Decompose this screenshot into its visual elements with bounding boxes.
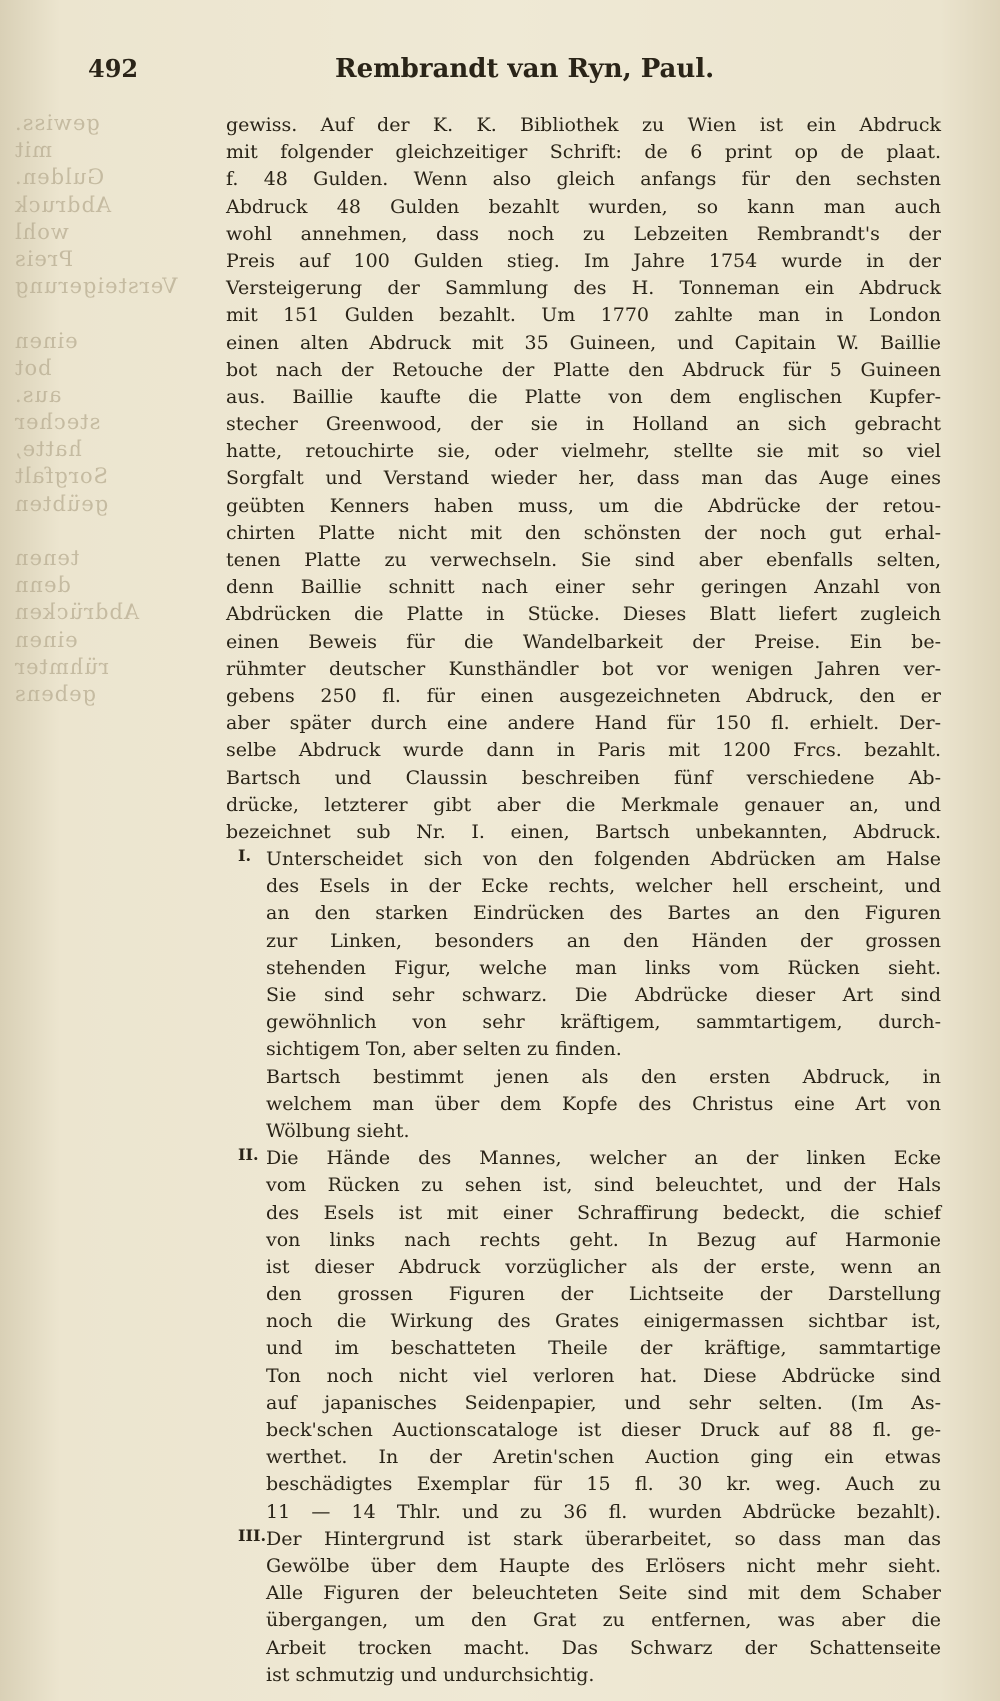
bartsch-note	[226, 1064, 941, 1146]
intro-line: hatte, retouchirte sie, oder vielmehr, stellte sie mit so viel	[226, 440, 941, 463]
show-through-word: Abdruck	[14, 192, 112, 217]
state-I-line: Sie sind sehr schwarz. Die Abdrücke dieser Art sind	[266, 984, 941, 1006]
show-through-word: einen	[14, 627, 78, 652]
show-through-word: mit	[14, 138, 53, 163]
state-II-line: Die Hände des Mannes, welcher an der linken Ecke	[266, 1147, 941, 1170]
state-II-line: des Esels ist mit einer Schraffirung bedeckt, die schief	[266, 1201, 941, 1224]
state-I-entry	[226, 846, 941, 1064]
intro-line: Preis auf 100 Gulden stieg. Im Jahre 1754 wurde in der	[226, 249, 941, 272]
state-II-line: auf japanisches Seidenpapier, und sehr selten. (Im As-	[266, 1391, 941, 1414]
state-III-line: Arbeit trocken macht. Das Schwarz der Schattenseite	[266, 1636, 941, 1659]
show-through-word: wohl	[14, 219, 69, 244]
intro-line: Abdrücken die Platte in Stücke. Dieses Blatt liefert zugleich	[226, 603, 941, 626]
intro-line: mit 151 Gulden bezahlt. Um 1770 zahlte man in London	[226, 304, 941, 327]
intro-line: einen alten Abdruck mit 35 Guineen, und Capitain W. Baillie	[226, 331, 941, 354]
show-through-word: stecher	[14, 410, 101, 435]
show-through-word: Sorgfalt	[14, 464, 108, 489]
state-II-line: ist dieser Abdruck vorzüglicher als der erste, wenn an	[266, 1255, 941, 1278]
state-I-line: Unterscheidet sich von den folgenden Abdrücken am Halse	[266, 848, 941, 871]
intro-line: aus. Baillie kaufte die Platte von dem englischen Kupfer-	[226, 385, 941, 408]
state-III-text	[266, 1526, 941, 1689]
show-through-word	[14, 518, 224, 545]
intro-line: chirten Platte nicht mit den schönsten der noch gut erhal-	[226, 521, 941, 544]
state-III-numeral: III.	[238, 1525, 267, 1545]
show-through-word: geübten	[14, 491, 109, 516]
intro-line: Abdruck 48 Gulden bezahlt wurden, so kann man auch	[226, 195, 941, 218]
state-III-line: Der Hintergrund ist stark überarbeitet, so dass man das	[266, 1527, 941, 1550]
state-I-text	[266, 846, 941, 1064]
bartsch-note-text	[266, 1064, 941, 1146]
state-II-line: werthet. In der Aretin'schen Auction ging ein etwas	[266, 1446, 941, 1469]
intro-line: bezeichnet sub Nr. I. einen, Bartsch unbekannten, Abdruck.	[226, 820, 941, 843]
page-header	[88, 54, 948, 94]
state-II-line: Ton noch nicht viel verloren hat. Diese Abdrücke sind	[266, 1364, 941, 1387]
show-through-word: Gulden.	[14, 165, 105, 190]
intro-line: Versteigerung der Sammlung des H. Tonneman ein Abdruck	[226, 277, 941, 300]
state-II-text	[266, 1145, 941, 1526]
state-II-line: und im beschatteten Theile der kräftige, sammtartige	[266, 1337, 941, 1360]
state-II-line: vom Rücken zu sehen ist, sind beleuchtet, und der Hals	[266, 1174, 941, 1197]
intro-line: f. 48 Gulden. Wenn also gleich anfangs für den sechsten	[226, 168, 941, 191]
show-through-word: Abdrücken	[14, 600, 140, 625]
bartsch-note-line: Bartsch bestimmt jenen als den ersten Abdruck, in	[266, 1065, 941, 1088]
running-title: Rembrandt van Ryn, Paul.	[335, 54, 715, 84]
intro-line: bot nach der Retouche der Platte den Abdruck für 5 Guineen	[226, 358, 941, 381]
state-II-line: beschädigtes Exemplar für 15 fl. 30 kr. weg. Auch zu	[266, 1473, 941, 1496]
intro-line: drücke, letzterer gibt aber die Merkmale genauer an, und	[226, 793, 941, 816]
state-III-entry	[226, 1526, 941, 1689]
intro-line: stecher Greenwood, der sie in Holland an sich gebracht	[226, 413, 941, 436]
bartsch-note-line: welchem man über dem Kopfe des Christus eine Art von	[266, 1092, 941, 1115]
state-I-line: an den starken Eindrücken des Bartes an den Figuren	[266, 902, 941, 925]
state-II-line: noch die Wirkung des Grates einigermassen sichtbar ist,	[266, 1310, 941, 1333]
state-I-line: des Esels in der Ecke rechts, welcher hell erscheint, und	[266, 875, 941, 898]
state-I-line: zur Linken, besonders an den Händen der grossen	[266, 929, 941, 952]
state-III-line: Gewölbe über dem Haupte des Erlösers nicht mehr sieht.	[266, 1554, 941, 1577]
show-through-word: aus.	[14, 382, 62, 407]
intro-line: tenen Platte zu verwechseln. Sie sind aber ebenfalls selten,	[226, 549, 941, 571]
intro-line: gebens 250 fl. für einen ausgezeichneten Abdruck, den er	[226, 684, 941, 707]
bartsch-note-line: Wölbung sieht.	[266, 1119, 410, 1142]
body-text	[226, 112, 941, 1689]
show-through-word: gebens	[14, 681, 97, 706]
show-through-word: rühmter	[14, 654, 109, 679]
intro-line: einen Beweis für die Wandelbarkeit der Preise. Ein be-	[226, 630, 941, 653]
intro-line: Sorgfalt und Verstand wieder her, dass man das Auge eines	[226, 467, 941, 490]
show-through-word	[14, 300, 224, 327]
intro-line: denn Baillie schnitt nach einer sehr geringen Anzahl von	[226, 576, 941, 599]
show-through-word: einen	[14, 328, 78, 353]
intro-line: selbe Abdruck wurde dann in Paris mit 1200 Frcs. bezahlt.	[226, 739, 941, 762]
state-I-line: gewöhnlich von sehr kräftigem, sammtartigem, durch-	[266, 1011, 941, 1034]
intro-line: mit folgender gleichzeitiger Schrift: de 6 print op de plaat.	[226, 141, 941, 164]
state-III-line: übergangen, um den Grat zu entfernen, was aber die	[266, 1609, 941, 1632]
state-III-line: ist schmutzig und undurchsichtig.	[266, 1663, 595, 1686]
show-through-word: bot	[14, 355, 52, 380]
state-II-entry	[226, 1145, 941, 1526]
intro-line: Bartsch und Claussin beschreiben fünf verschiedene Ab-	[226, 766, 941, 789]
intro-line: gewiss. Auf der K. K. Bibliothek zu Wien ist ein Abdruck	[226, 114, 941, 136]
show-through-word: gewiss.	[14, 111, 100, 135]
state-II-line: 11 — 14 Thlr. und zu 36 fl. wurden Abdrücke bezahlt).	[266, 1500, 941, 1523]
show-through-word: hatte,	[14, 437, 83, 462]
state-II-line: den grossen Figuren der Lichtseite der Darstellung	[266, 1283, 941, 1306]
intro-line: aber später durch eine andere Hand für 150 fl. erhielt. Der-	[226, 712, 941, 735]
show-through-word: tenen	[14, 546, 80, 570]
show-through-word: Preis	[14, 246, 74, 271]
state-II-line: von links nach rechts geht. In Bezug auf Harmonie	[266, 1228, 941, 1251]
intro-line: geübten Kenners haben muss, um die Abdrücke der retou-	[226, 494, 941, 517]
intro-line: rühmter deutscher Kunsthändler bot vor wenigen Jahren ver-	[226, 657, 941, 680]
intro-paragraph	[226, 112, 941, 846]
page-number: 492	[88, 54, 139, 83]
show-through-margin	[14, 110, 224, 708]
state-II-line: beck'schen Auctionscataloge ist dieser Druck auf 88 fl. ge-	[266, 1419, 941, 1441]
show-through-word: denn	[14, 573, 71, 598]
state-I-numeral: I.	[238, 846, 252, 866]
state-III-line: Alle Figuren der beleuchteten Seite sind mit dem Schaber	[266, 1582, 941, 1605]
show-through-word: Versteigerung	[14, 274, 178, 299]
state-I-line: stehenden Figur, welche man links vom Rücken sieht.	[266, 956, 941, 979]
state-I-line: sichtigem Ton, aber selten zu finden.	[266, 1038, 622, 1061]
state-II-numeral: II.	[238, 1145, 259, 1165]
intro-line: wohl annehmen, dass noch zu Lebzeiten Rembrandt's der	[226, 222, 941, 245]
